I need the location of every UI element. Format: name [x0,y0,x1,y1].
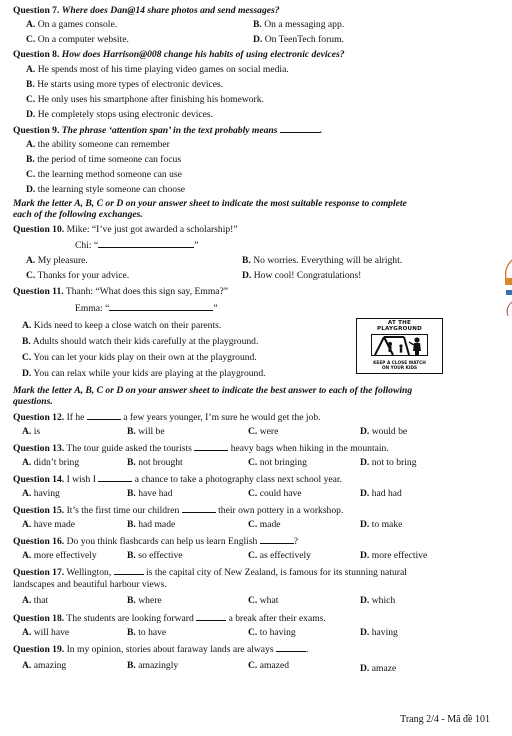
question-label: Question 13. [13,443,65,454]
answer-blank [98,239,194,248]
playground-sign [356,318,443,374]
question-13: Question 13. The tour guide asked the tourists heavy bags when hiking in the mountain. [13,443,389,454]
question-label: Question 18. [13,613,65,624]
option-a[interactable]: A. more effectively [22,550,97,561]
sign-message: KEEP A CLOSE WATCH ON YOUR KIDS [373,361,426,371]
dialogue-prompt: Mike: “I’ve just got awarded a scholarship!” [66,224,238,235]
question-10 [13,224,238,235]
question-label: Question 19. [13,644,65,655]
option-a[interactable]: A. Kids need to keep a close watch on their parents. [22,320,222,331]
option-c[interactable]: C. were [248,426,279,437]
question-9: Question 9. The phrase ‘attention span’ in the text probably means . [13,125,323,136]
question-label: Question 9. [13,125,60,136]
option-a[interactable]: A. have made [22,519,76,530]
question-label: Question 12. [13,412,65,423]
option-b[interactable]: B. amazingly [127,660,179,671]
option-a[interactable]: A. didn’t bring [22,457,80,468]
option-c[interactable]: C. as effectively [248,550,311,561]
question-18: Question 18. The students are looking forward a break after their exams. [13,613,326,624]
answer-blank [276,643,306,652]
answer-blank [182,504,216,513]
question-stem: The phrase ‘attention span’ in the text probably means [61,125,278,136]
option-c[interactable]: C. the learning method someone can use [26,169,182,180]
dialogue-reply: Emma: “ ” [75,303,218,314]
page-footer: Trang 2/4 - Mã đề 101 [400,714,490,725]
option-d[interactable]: D. would be [360,426,408,437]
playground-pictogram-icon [371,334,428,356]
option-b[interactable]: B. to have [127,627,167,638]
option-a[interactable]: A. On a games console. [26,19,118,30]
option-c[interactable]: C. Thanks for your advice. [26,270,130,281]
answer-blank [194,442,228,451]
option-b[interactable]: B. will be [127,426,165,437]
option-b[interactable]: B. Adults should watch their kids carefully at the playground. [22,336,259,347]
question-label: Question 16. [13,536,65,547]
question-stem: Where does Dan@14 share photos and send messages? [61,5,280,16]
answer-blank [260,535,294,544]
section-instruction: Mark the letter A, B, C or D on your answer sheet to indicate the best answer to each of the following [13,385,413,396]
question-17: Question 17. Wellington, is the capital city of New Zealand, is famous for its stunning natural [13,567,407,578]
option-d[interactable]: D. more effective [360,550,428,561]
option-b[interactable]: B. not brought [127,457,183,468]
section-instruction: questions. [13,396,53,407]
question-14: Question 14. I wish I a chance to take a photography class next school year. [13,474,342,485]
question-label: Question 11. [13,286,64,297]
option-c[interactable]: C. You can let your kids play on their own at the playground. [22,352,257,363]
option-a[interactable]: A. is [22,426,41,437]
question-16: Question 16. Do you think flashcards can help us learn English ? [13,536,299,547]
option-a[interactable]: A. will have [22,627,70,638]
section-instruction: each of the following exchanges. [13,209,143,220]
question-12: Question 12. If he a few years younger, I’m sure he would get the job. [13,412,321,423]
scan-edge-mark [498,258,512,318]
option-a[interactable]: A. He spends most of his time playing video games on social media. [26,64,289,75]
option-d[interactable]: D. amaze [360,663,397,674]
option-b[interactable]: B. the period of time someone can focus [26,154,182,165]
question-15: Question 15. It’s the first time our children their own pottery in a workshop. [13,505,344,516]
question-11 [13,286,228,297]
question-7 [13,5,280,16]
question-label: Question 7. [13,5,60,16]
stamp-fragment-icon [498,258,512,318]
option-b[interactable]: B. so effective [127,550,183,561]
question-17-continuation: landscapes and beautiful harbour views. [13,579,167,590]
question-19: Question 19. In my opinion, stories about faraway lands are always . [13,644,309,655]
option-d[interactable]: D. which [360,595,396,606]
answer-blank [196,612,226,621]
sign-heading: AT THE PLAYGROUND [376,320,423,332]
option-a[interactable]: A. amazing [22,660,67,671]
option-d[interactable]: D. You can relax while your kids are playing at the playground. [22,368,266,379]
answer-blank [109,302,213,311]
option-a[interactable]: A. having [22,488,60,499]
option-d[interactable]: D. He completely stops using electronic devices. [26,109,214,120]
option-d[interactable]: D. not to bring [360,457,417,468]
dialogue-reply: Chi: “ ” [75,240,199,251]
option-b[interactable]: B. No worries. Everything will be alright. [242,255,403,266]
option-c[interactable]: C. not bringing [248,457,307,468]
option-d[interactable]: D. had had [360,488,402,499]
option-a[interactable]: A. the ability someone can remember [26,139,170,150]
option-c[interactable]: C. what [248,595,279,606]
question-label: Question 17. [13,567,65,578]
answer-blank [98,473,132,482]
option-d[interactable]: D. the learning style someone can choose [26,184,186,195]
option-c[interactable]: C. to having [248,627,296,638]
option-c[interactable]: C. He only uses his smartphone after finishing his homework. [26,94,264,105]
option-c[interactable]: C. could have [248,488,302,499]
option-b[interactable]: B. have had [127,488,173,499]
option-a[interactable]: A. that [22,595,49,606]
option-d[interactable]: D. having [360,627,398,638]
option-c[interactable]: C. On a computer website. [26,34,129,45]
option-b[interactable]: B. where [127,595,162,606]
option-b[interactable]: B. He starts using more types of electronic devices. [26,79,224,90]
option-b[interactable]: B. On a messaging app. [253,19,345,30]
option-d[interactable]: D. On TeenTech forum. [253,34,344,45]
question-stem: How does Harrison@008 change his habits of using electronic devices? [61,49,345,60]
dialogue-prompt: Thanh: “What does this sign say, Emma?” [65,286,229,297]
option-d[interactable]: D. How cool! Congratulations! [242,270,362,281]
option-b[interactable]: B. had made [127,519,176,530]
option-d[interactable]: D. to make [360,519,403,530]
answer-blank [114,566,144,575]
section-instruction: Mark the letter A, B, C or D on your answer sheet to indicate the most suitable response to complete [13,198,407,209]
question-label: Question 15. [13,505,65,516]
question-8 [13,49,345,60]
question-label: Question 8. [13,49,60,60]
question-label: Question 10. [13,224,65,235]
option-c[interactable]: C. made [248,519,281,530]
question-label: Question 14. [13,474,65,485]
option-c[interactable]: C. amazed [248,660,290,671]
option-a[interactable]: A. My pleasure. [26,255,88,266]
answer-blank [87,411,121,420]
answer-blank [280,124,320,133]
